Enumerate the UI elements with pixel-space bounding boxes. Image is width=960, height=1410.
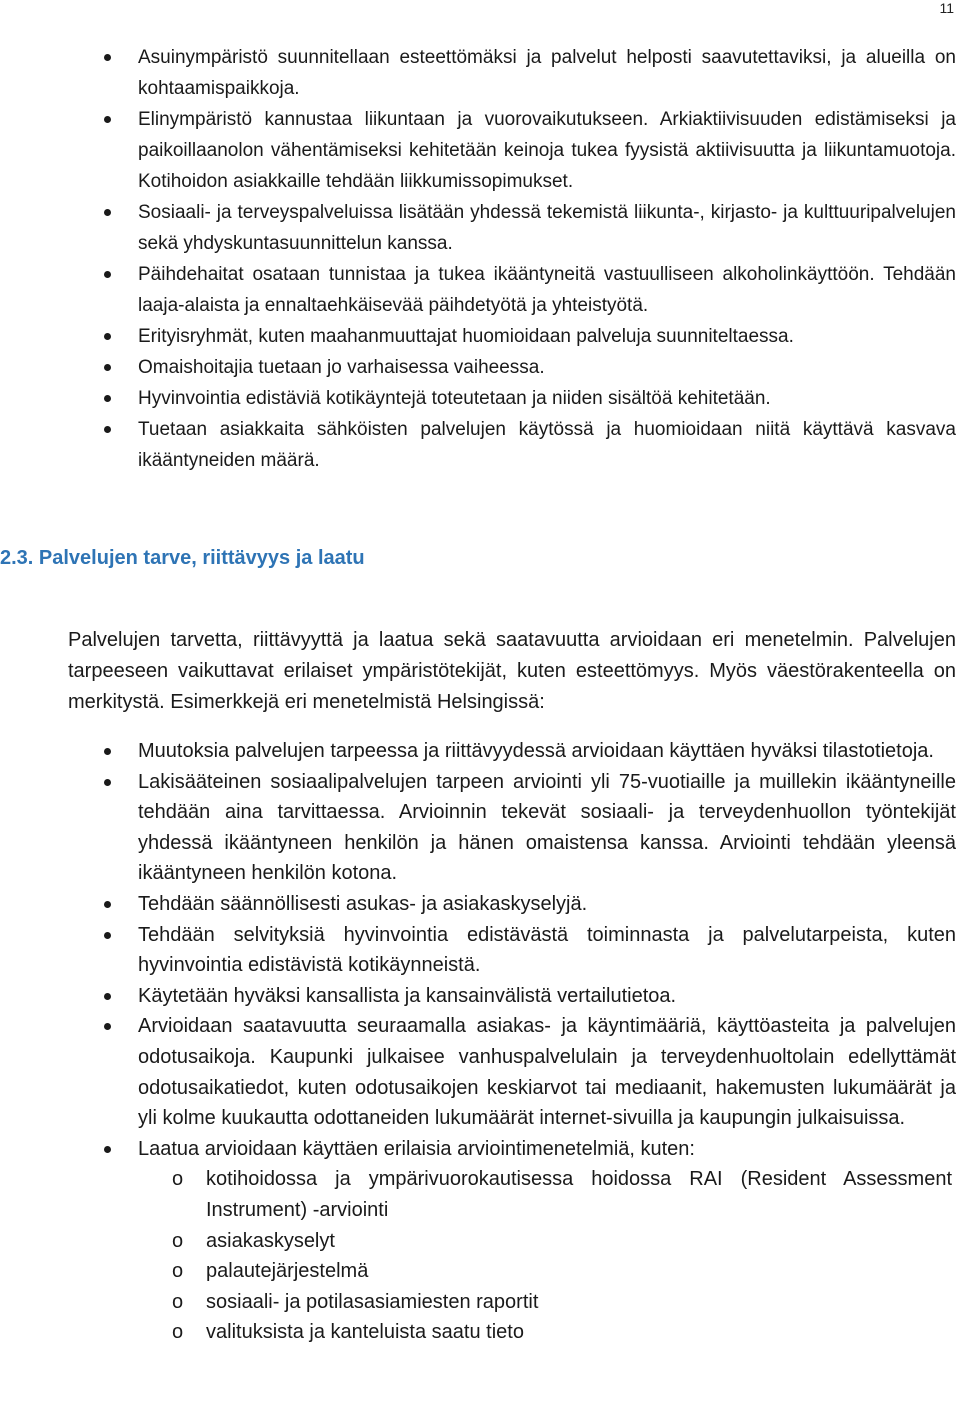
list-item-text: Tehdään selvityksiä hyvinvointia edistävästä toiminnasta ja palvelutarpeista, kuten hyvinvointia edistävistä kotikäynneistä. — [138, 923, 956, 977]
bullet-icon — [104, 901, 111, 908]
list-item — [0, 42, 960, 104]
bullet-list-methods — [0, 736, 960, 1348]
page-number: 11 — [939, 0, 954, 16]
sub-list-quality-methods — [138, 1164, 956, 1348]
list-item — [0, 1134, 960, 1348]
list-item — [0, 920, 960, 981]
sub-list-item — [138, 1164, 956, 1225]
bullet-icon — [104, 1146, 111, 1153]
bullet-list-living-environment — [0, 42, 960, 476]
list-item — [0, 767, 960, 889]
circle-bullet-icon: o — [172, 1229, 184, 1252]
bullet-icon — [104, 364, 111, 371]
list-item — [0, 352, 960, 383]
list-item — [0, 104, 960, 197]
list-item-text: Hyvinvointia edistäviä kotikäyntejä toteutetaan ja niiden sisältöä kehitetään. — [138, 388, 771, 409]
list-item-text: Elinympäristö kannustaa liikuntaan ja vuorovaikutukseen. Arkiaktiivisuuden edistämiseksi ja paikoillaanolon vähentämiseksi kehitetään keinoja tukea fyysistä aktiivisuutta ja liikuntamuotoja. Kotihoidon asiakkaille tehdään liikkumissopimukset. — [138, 109, 956, 192]
bullet-icon — [104, 271, 111, 278]
list-item-text: Sosiaali- ja terveyspalveluissa lisätään yhdessä tekemistä liikunta-, kirjasto- ja kulttuuripalvelujen sekä yhdyskuntasuunnittelun kanssa. — [138, 202, 956, 254]
sub-list-item-text: kotihoidossa ja ympärivuorokautisessa hoidossa RAI (Resident Assessment Instrument) -arviointi — [206, 1168, 952, 1221]
list-item-text: Päihdehaitat osataan tunnistaa ja tukea ikääntyneitä vastuulliseen alkoholinkäyttöön. Tehdään laaja-alaista ja ennaltaehkäisevää päihdetyötä ja yhteistyötä. — [138, 264, 956, 316]
bullet-icon — [104, 116, 111, 123]
list-item-text: Omaishoitajia tuetaan jo varhaisessa vaiheessa. — [138, 357, 545, 378]
section-intro-paragraph: Palvelujen tarvetta, riittävyyttä ja laatua sekä saatavuutta arvioidaan eri menetelmin. Palvelujen tarpeeseen vaikuttavat erilaiset ympäristötekijät, kuten esteettömyys. Myös väestörakenteella on merkitystä. Esimerkkejä eri menetelmistä Helsingissä: — [68, 629, 956, 713]
list-item-text: Muutoksia palvelujen tarpeessa ja riittävyydessä arvioidaan käyttäen hyväksi tilastotietoja. — [138, 740, 934, 762]
bullet-icon — [104, 426, 111, 433]
list-item-text: Lakisääteinen sosiaalipalvelujen tarpeen arviointi yli 75-vuotiaille ja muillekin ikääntyneille tehdään aina tarvittaessa. Arvioinnin tekevät sosiaali- ja terveydenhuollon työntekijät yhdessä ikääntyneen henkilön ja hänen omaistensa kanssa. Arviointi tehdään yleensä ikääntyneen henkilön kotona. — [138, 770, 956, 885]
bullet-icon — [104, 54, 111, 61]
sub-list-item — [138, 1317, 956, 1348]
section-heading: 2.3. Palvelujen tarve, riittävyys ja laatu — [0, 547, 365, 569]
list-item-text: Laatua arvioidaan käyttäen erilaisia arviointimenetelmiä, kuten: — [138, 1137, 695, 1160]
list-item-text: Asuinympäristö suunnitellaan esteettömäksi ja palvelut helposti saavutettaviksi, ja alueilla on kohtaamispaikkoja. — [138, 47, 956, 99]
bullet-icon — [104, 1023, 111, 1030]
bullet-icon — [104, 779, 111, 786]
list-item — [0, 736, 960, 767]
circle-bullet-icon: o — [172, 1321, 184, 1344]
list-item — [0, 889, 960, 920]
list-item — [0, 383, 960, 414]
list-item-text: Tehdään säännöllisesti asukas- ja asiakaskyselyjä. — [138, 892, 588, 915]
list-item-text: Tuetaan asiakkaita sähköisten palvelujen käytössä ja huomioidaan niitä käyttävä kasvava ikääntyneiden määrä. — [138, 419, 956, 471]
bullet-icon — [104, 993, 111, 1000]
sub-list-item-text: asiakaskyselyt — [206, 1229, 335, 1252]
bullet-icon — [104, 209, 111, 216]
sub-list-item — [138, 1256, 956, 1287]
sub-list-item-text: palautejärjestelmä — [206, 1260, 369, 1283]
list-item — [0, 1011, 960, 1133]
circle-bullet-icon: o — [172, 1168, 184, 1191]
list-item — [0, 981, 960, 1012]
list-item — [0, 259, 960, 321]
bullet-icon — [104, 395, 111, 402]
list-item — [0, 414, 960, 476]
sub-list-item-text: sosiaali- ja potilasasiamiesten raportit — [206, 1290, 539, 1313]
sub-list-item — [138, 1226, 956, 1257]
bullet-icon — [104, 748, 111, 755]
list-item — [0, 321, 960, 352]
list-item-text: Arvioidaan saatavuutta seuraamalla asiakas- ja käyntimääriä, käyttöasteita ja palvelujen odotusaikoja. Kaupunki julkaisee vanhuspalvelulain ja terveydenhuoltolain edellyttämät odotusaikatiedot, kuten odotusaikojen keskiarvot tai mediaanit, hakemusten lukumäärät ja yli kolme kuukautta odottaneiden lukumäärät internet-sivuilla ja kaupungin julkaisuissa. — [138, 1015, 956, 1130]
bullet-icon — [104, 333, 111, 340]
circle-bullet-icon: o — [172, 1290, 184, 1313]
list-item-text: Käytetään hyväksi kansallista ja kansainvälistä vertailutietoa. — [138, 984, 677, 1007]
sub-list-item — [138, 1287, 956, 1318]
list-item — [0, 197, 960, 259]
bullet-icon — [104, 932, 111, 939]
sub-list-item-text: valituksista ja kanteluista saatu tieto — [206, 1321, 524, 1344]
circle-bullet-icon: o — [172, 1260, 184, 1283]
list-item-text: Erityisryhmät, kuten maahanmuuttajat huomioidaan palveluja suunniteltaessa. — [138, 326, 794, 347]
